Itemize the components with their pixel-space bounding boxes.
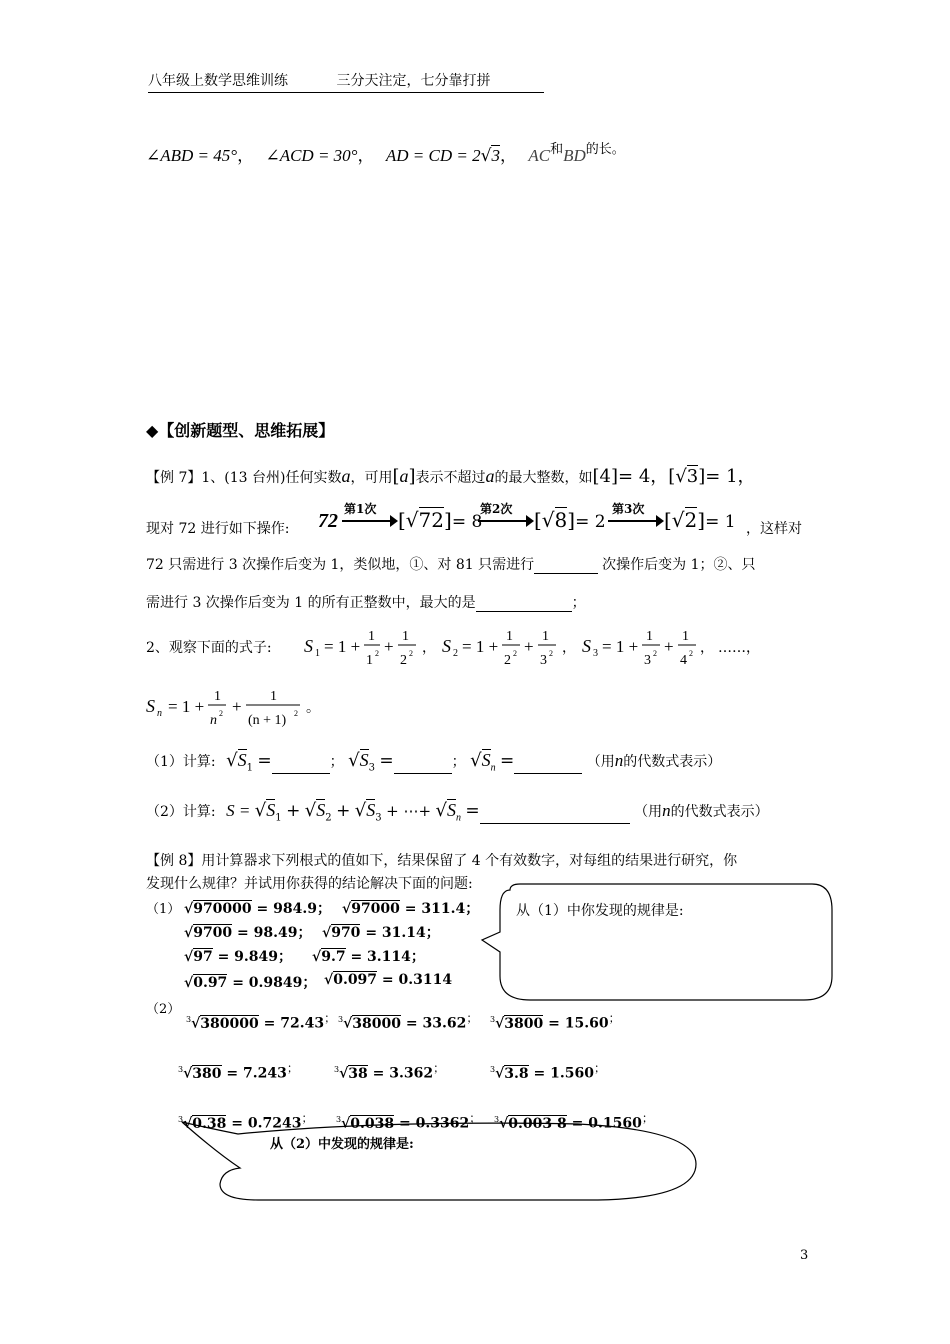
- cb-item-4: $^3$√38 = 3.362；: [334, 1061, 445, 1082]
- arrow1-head-icon: [390, 515, 398, 527]
- exp: 2: [219, 709, 223, 718]
- cb-rad: 0.38: [192, 1115, 227, 1132]
- sq-val: = 9.849: [217, 949, 279, 965]
- cb-rad: 38000: [352, 1015, 402, 1032]
- p1-label: （1）: [146, 902, 181, 917]
- q2-label: （2）计算:: [146, 804, 216, 820]
- ex7-2-intro: 2、观察下面的式子:: [146, 640, 272, 656]
- start-72: 72: [318, 510, 338, 532]
- var-a2: a: [485, 466, 495, 486]
- q1-tail-a: （用: [586, 754, 615, 770]
- cb-item-6: $^3$√0.38 = 0.7243；: [178, 1111, 314, 1132]
- eg2-res: = 1，: [705, 466, 756, 487]
- semi: ；: [641, 1111, 654, 1125]
- cb-rad: 380000: [200, 1015, 259, 1032]
- q1-tail-b: 的代数式表示）: [623, 754, 722, 770]
- cb-item-2: $^3$√3800 = 15.60；: [490, 1011, 621, 1032]
- cb-rad: 0.003 8: [508, 1115, 567, 1132]
- semi: ；: [465, 901, 480, 917]
- cb-val: = 1.560: [533, 1065, 594, 1082]
- cb-rad: 38: [348, 1065, 368, 1082]
- r1-out: = 8: [451, 512, 483, 532]
- semi: ；: [433, 1061, 445, 1075]
- sq-item-2: √9700 = 98.49；: [184, 925, 312, 941]
- sq-item-0: √970000 = 984.9；: [184, 901, 331, 917]
- ex8-line1: 【例 8】用计算器求下列根式的值如下，结果保留了 4 个有效数字，对每组的结果进行研究，你: [146, 853, 738, 869]
- s1-eq: = 1 +: [324, 637, 361, 656]
- r2: [√8]= 2: [534, 508, 606, 532]
- sq-item-7: √0.097 = 0.3114: [324, 972, 453, 988]
- q1-sn-sub: n: [490, 762, 496, 774]
- s3-n2: 1: [682, 629, 689, 644]
- sep: ，: [357, 146, 375, 166]
- plus: +: [286, 801, 301, 821]
- callout-1-text: 从（1）中你发现的规律是:: [516, 903, 684, 919]
- semi: ；: [329, 754, 344, 770]
- q1-s3-sub: 3: [368, 762, 375, 774]
- ex7-line2-tail: ，这样对: [746, 521, 802, 537]
- p2-label: （2）: [146, 1002, 181, 1017]
- answer-blank-2[interactable]: [476, 597, 572, 612]
- sn-d1: n: [210, 713, 217, 728]
- page-number: 3: [800, 1248, 809, 1263]
- cb-val: = 0.3362: [399, 1115, 470, 1132]
- bd-label: BD: [563, 146, 586, 165]
- q1-sqrt-s1: $√S_1$: [226, 750, 253, 774]
- s2-sub: 2: [453, 648, 458, 659]
- exp: 2: [375, 649, 379, 658]
- s3-n1: 1: [646, 629, 653, 644]
- ex7-text-a: 【例 7】1、(13 台州)任何实数: [146, 470, 342, 486]
- cb-item-3: $^3$√380 = 7.243；: [178, 1061, 299, 1082]
- header-motto: 三分天注定，七分靠打拼: [336, 73, 491, 89]
- sn-formula: [140, 676, 340, 736]
- sq-item-4: √97 = 9.849；: [184, 949, 293, 965]
- q1-s3: S: [359, 750, 369, 770]
- sn-d2: (n + 1): [248, 713, 287, 728]
- callout-2: [178, 1115, 708, 1208]
- q2-s1: S: [266, 800, 276, 820]
- sq-item-6: √0.97 = 0.9849；: [184, 975, 317, 991]
- semi: ；: [451, 754, 466, 770]
- q2-s2: S: [316, 800, 326, 820]
- semi: ；: [425, 925, 440, 941]
- sq-val: = 31.14: [365, 925, 426, 941]
- q2-sn: S: [446, 800, 456, 820]
- callout-1: [470, 880, 840, 1005]
- s2-n2: 1: [542, 629, 549, 644]
- semi: ；: [316, 901, 331, 917]
- sq-rad: 0.097: [333, 972, 378, 988]
- cb-val: = 0.1560: [571, 1115, 642, 1132]
- eg2: [√3]= 1，: [668, 466, 756, 487]
- sq-item-1: √97000 = 311.4；: [342, 901, 480, 917]
- sqrt-sign: √: [480, 146, 492, 166]
- exp: 2: [549, 649, 553, 658]
- q2-blank[interactable]: [480, 809, 630, 824]
- ex7-line1: [146, 462, 756, 488]
- q2-s1-sub: 1: [275, 812, 282, 824]
- sq-item-5: √9.7 = 3.114；: [312, 949, 425, 965]
- arrow3-head-icon: [656, 515, 664, 527]
- s3-d1: 3: [644, 653, 651, 668]
- q2-sqrt-s2: $√S_2$: [304, 800, 332, 824]
- s3-sub: 3: [593, 648, 598, 659]
- sq-rad: 9700: [193, 925, 233, 941]
- ex7-line3-b: 次操作后变为 1；②、只: [602, 557, 756, 573]
- s-formulas: [140, 618, 800, 678]
- ex7-line3-a: 72 只需进行 3 次操作后变为 1，类似地，①、对 81 只需进行: [146, 557, 535, 573]
- cb-rad: 380: [192, 1065, 222, 1082]
- semi: ；: [297, 925, 312, 941]
- cb-val: = 7.243: [226, 1065, 287, 1082]
- sq-val: = 984.9: [256, 901, 317, 917]
- exp: 2: [689, 649, 693, 658]
- cube-index: 3: [178, 1115, 184, 1124]
- plus: +: [524, 637, 534, 656]
- sq-val: = 98.49: [237, 925, 298, 941]
- cb-val: = 0.7243: [231, 1115, 302, 1132]
- q2-line: [146, 800, 769, 824]
- s2-n1: 1: [506, 629, 513, 644]
- arrow2-icon: [478, 520, 530, 522]
- semi: ；: [410, 949, 425, 965]
- r2-in: 8: [554, 508, 568, 532]
- q2-tail-b: 的代数式表示）: [670, 804, 769, 820]
- sq-val: = 0.3114: [381, 972, 453, 988]
- q2-s: S =: [226, 801, 251, 820]
- sn-symbol: S: [146, 696, 155, 716]
- semi: ；: [608, 1011, 621, 1025]
- s1-d2: 2: [400, 653, 407, 668]
- ac-label: AC: [528, 146, 551, 165]
- sep: ，: [237, 146, 255, 166]
- floor-a: [a]: [392, 466, 416, 487]
- cube-index: 3: [494, 1115, 500, 1124]
- comma: ，: [422, 641, 436, 656]
- r1-in: 72: [418, 508, 444, 532]
- top-condition: [146, 138, 625, 166]
- q1-line: [146, 750, 721, 774]
- sq-rad: 97: [193, 949, 213, 965]
- eq: =: [500, 751, 515, 771]
- semi: ；: [302, 975, 317, 991]
- cb-val: = 15.60: [548, 1015, 609, 1032]
- dots: + ⋯+: [386, 802, 432, 820]
- sq-item-3: √970 = 31.14；: [322, 925, 440, 941]
- semi: ；: [466, 1011, 479, 1025]
- q2-s2-sub: 2: [325, 812, 332, 824]
- q2-s3-sub: 3: [375, 812, 382, 824]
- q1-label: （1）计算:: [146, 754, 216, 770]
- eg2-val: 3: [686, 466, 699, 487]
- callout-1-shape: [482, 884, 832, 1000]
- q2-tail-n: n: [662, 801, 671, 820]
- r1: [√72]= 8: [398, 508, 483, 532]
- sq-rad: 0.97: [193, 975, 228, 991]
- q1-sqrt-sn: $√S_n$: [470, 750, 496, 774]
- cube-index: 3: [178, 1065, 184, 1074]
- eq: =: [379, 751, 394, 771]
- sn-n2: 1: [270, 689, 277, 704]
- sq-rad: 970000: [193, 901, 252, 917]
- ex7-line3: [146, 554, 756, 574]
- cb-val: = 33.62: [405, 1015, 467, 1032]
- cb-rad: 0.038: [350, 1115, 395, 1132]
- cb-rad: 3.8: [504, 1065, 529, 1082]
- arrow1-icon: [342, 520, 394, 522]
- step3-label: 第3次: [612, 502, 645, 516]
- sn-n1: 1: [214, 689, 221, 704]
- cube-index: 3: [490, 1015, 496, 1024]
- header-title: 八年级上数学思维训练: [148, 73, 288, 89]
- eg1-res: = 4，: [618, 466, 669, 487]
- angle-abd: ∠ABD = 45°: [146, 146, 238, 165]
- cb-item-8: $^3$√0.003 8 = 0.1560；: [494, 1111, 654, 1132]
- plus: +: [664, 637, 674, 656]
- sn-eq: = 1 +: [168, 697, 205, 716]
- floor-a-var: a: [399, 466, 409, 486]
- q1-blank-n[interactable]: [514, 759, 582, 774]
- sep: ，: [499, 146, 517, 166]
- q1-blank-1[interactable]: [272, 759, 330, 774]
- eg1: [4]= 4，: [592, 466, 669, 487]
- var-a: a: [341, 466, 351, 486]
- cb-item-1: $^3$√38000 = 33.62；: [338, 1011, 479, 1032]
- q1-blank-3[interactable]: [394, 759, 452, 774]
- period: 。: [306, 701, 320, 716]
- arrow2-head-icon: [526, 515, 534, 527]
- q2-sqrt-sn: $√S_n$: [435, 800, 461, 824]
- sq-val: = 311.4: [404, 901, 466, 917]
- plus: +: [384, 637, 394, 656]
- ex8-line2: 发现什么规律？并试用你获得的结论解决下面的问题:: [146, 876, 473, 892]
- step1-label: 第1次: [344, 502, 377, 516]
- exp: 2: [294, 709, 298, 718]
- step2-label: 第2次: [480, 502, 513, 516]
- r3-in: 2: [684, 508, 698, 532]
- q2-sqrt-s1: $√S_1$: [254, 800, 282, 824]
- cube-index: 3: [186, 1015, 192, 1024]
- arrow3-icon: [608, 520, 660, 522]
- ex7-text-c: 表示不超过: [415, 470, 486, 486]
- r2-out: = 2: [575, 512, 606, 532]
- s3-eq: = 1 +: [602, 637, 639, 656]
- ex7-line4-b: ；: [571, 595, 586, 611]
- cb-item-0: $^3$√380000 = 72.43；: [186, 1011, 336, 1032]
- s1-sub: 1: [315, 648, 320, 659]
- comma: ，: [700, 641, 714, 656]
- sn-sub: n: [157, 708, 162, 719]
- cb-val: = 3.362: [372, 1065, 434, 1082]
- semi: ；: [593, 1061, 606, 1075]
- cb-item-5: $^3$√3.8 = 1.560；: [490, 1061, 606, 1082]
- s1-n1: 1: [368, 629, 375, 644]
- section-heading: ◆【创新题型、思维拓展】: [146, 421, 335, 440]
- ex7-line4: [146, 592, 586, 612]
- ex7-text-b: ，可用: [350, 470, 393, 486]
- q2-s3: S: [366, 800, 376, 820]
- q1-sqrt-s3: $√S_3$: [348, 750, 375, 774]
- exp: 2: [409, 649, 413, 658]
- sq-val: = 0.9849: [232, 975, 303, 991]
- cube-index: 3: [490, 1065, 496, 1074]
- eq: =: [257, 751, 272, 771]
- cube-index: 3: [334, 1065, 340, 1074]
- cb-rad: 3800: [504, 1015, 544, 1032]
- s3-symbol: S: [582, 636, 591, 656]
- callout-2-text: 从（2）中发现的规律是:: [270, 1137, 414, 1152]
- eq: =: [465, 801, 480, 821]
- semi: ；: [324, 1011, 336, 1025]
- ex7-line4-a: 需进行 3 次操作后变为 1 的所有正整数中，最大的是: [146, 595, 476, 611]
- cube-index: 3: [336, 1115, 342, 1124]
- sq-rad: 97000: [351, 901, 400, 917]
- cube-index: 3: [338, 1015, 344, 1024]
- q2-sn-sub: n: [455, 812, 461, 824]
- page-header: [148, 70, 544, 93]
- semi: ；: [469, 1111, 481, 1125]
- cb-item-7: $^3$√0.038 = 0.3362；: [336, 1111, 481, 1132]
- sqrt3: 3: [491, 146, 500, 165]
- ex7-text-d: 的最大整数，如: [494, 470, 593, 486]
- callout-2-shape: [182, 1122, 696, 1200]
- plus: +: [336, 801, 351, 821]
- q1-s1: S: [237, 750, 247, 770]
- cb-val: = 72.43: [263, 1015, 325, 1032]
- he: 和: [550, 142, 564, 157]
- s2-eq: = 1 +: [462, 637, 499, 656]
- s2-d2: 3: [540, 653, 547, 668]
- comma: ，: [562, 641, 576, 656]
- semi: ；: [301, 1111, 314, 1125]
- sq-rad: 970: [331, 925, 361, 941]
- q1-sn: S: [481, 750, 491, 770]
- ad-cd: AD = CD = 2: [385, 146, 481, 165]
- sq-rad: 9.7: [321, 949, 346, 965]
- plus: +: [232, 697, 242, 716]
- s3-d2: 4: [680, 653, 687, 668]
- answer-blank-1[interactable]: [534, 559, 598, 574]
- ex7-line2-text: 现对 72 进行如下操作:: [146, 521, 290, 537]
- angle-acd: ∠ACD = 30°: [265, 146, 358, 165]
- s1-n2: 1: [402, 629, 409, 644]
- q1-tail-n: n: [614, 751, 624, 770]
- eg1-val: 4: [599, 466, 611, 487]
- s1-symbol: S: [304, 636, 313, 656]
- ellipsis: ……，: [718, 640, 760, 656]
- exp: 2: [653, 649, 657, 658]
- s1-d1: 1: [366, 653, 373, 668]
- q1-s1-sub: 1: [246, 762, 253, 774]
- s2-d1: 2: [504, 653, 511, 668]
- semi: ；: [286, 1061, 299, 1075]
- semi: ；: [278, 949, 293, 965]
- r3: [√2]= 1: [664, 508, 736, 532]
- q2-sqrt-s3: $√S_3$: [354, 800, 382, 824]
- q2-tail-a: （用: [634, 804, 663, 820]
- tail: 的长。: [585, 142, 625, 157]
- s2-symbol: S: [442, 636, 451, 656]
- exp: 2: [513, 649, 517, 658]
- sq-val: = 3.114: [350, 949, 411, 965]
- r3-out: = 1: [705, 512, 736, 532]
